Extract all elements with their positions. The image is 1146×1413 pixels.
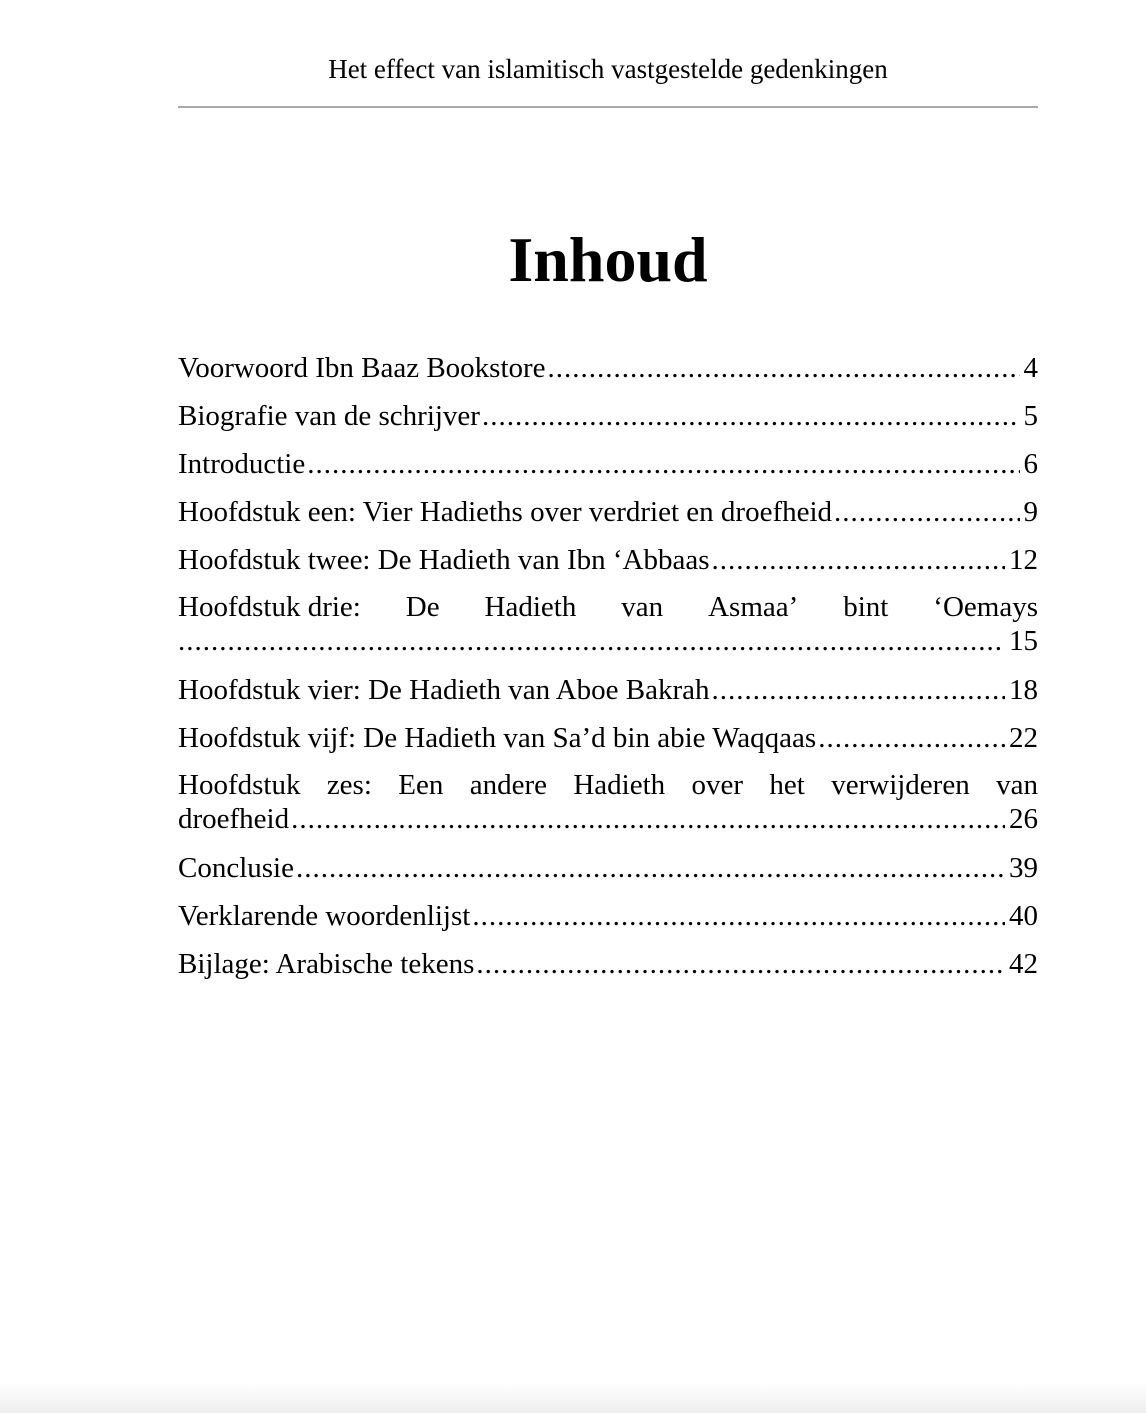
title-word: Asmaa’ bbox=[708, 591, 799, 623]
title-word: van bbox=[621, 591, 664, 623]
title-word: van bbox=[996, 769, 1038, 801]
dot-leader bbox=[291, 802, 1005, 836]
toc-entry-title: Hoofdstuk twee: De Hadieth van Ibn ‘Abbaas bbox=[178, 544, 710, 576]
dot-leader bbox=[712, 542, 1005, 578]
dot-leader bbox=[307, 446, 1019, 482]
toc-entry-title: Biografie van de schrijver bbox=[178, 400, 480, 432]
toc-entry-page: 15 bbox=[1009, 625, 1038, 657]
toc-entry[interactable] bbox=[178, 660, 1038, 708]
toc-entry[interactable] bbox=[178, 434, 1038, 482]
title-word: Hadieth bbox=[573, 769, 666, 801]
title-word: het bbox=[769, 769, 805, 801]
dot-leader bbox=[712, 672, 1005, 708]
dot-leader bbox=[482, 398, 1020, 434]
toc-entry-page: 4 bbox=[1023, 352, 1038, 384]
toc-entry-page: 26 bbox=[1009, 803, 1038, 835]
toc-entry-page: 18 bbox=[1009, 674, 1038, 706]
title-word: over bbox=[691, 769, 744, 801]
title-word: ‘Oemays bbox=[933, 591, 1038, 623]
toc-entry[interactable] bbox=[178, 482, 1038, 530]
running-header: Het effect van islamitisch vastgestelde gedenkingen bbox=[328, 54, 888, 84]
toc-entry[interactable] bbox=[178, 934, 1038, 982]
toc-entry-page: 6 bbox=[1023, 448, 1038, 480]
toc-entry-title: Hoofdstuk vier: De Hadieth van Aboe Bakrah bbox=[178, 674, 710, 706]
dot-leader bbox=[834, 494, 1019, 530]
table-of-contents bbox=[178, 338, 1038, 982]
toc-entry-title: Conclusie bbox=[178, 852, 294, 884]
dot-leader bbox=[472, 898, 1005, 934]
toc-entry[interactable] bbox=[178, 338, 1038, 386]
toc-entry-title: Verklarende woordenlijst bbox=[178, 900, 471, 932]
toc-entry-title bbox=[178, 768, 1038, 802]
title-word: De bbox=[405, 591, 440, 623]
dot-leader bbox=[476, 946, 1005, 982]
title-word: zes: bbox=[326, 769, 372, 801]
toc-entry[interactable] bbox=[178, 578, 1038, 660]
page-bottom-shadow bbox=[0, 1383, 1146, 1413]
toc-heading: Inhoud bbox=[508, 224, 708, 295]
title-word: Hadieth bbox=[484, 591, 577, 623]
toc-entry-title: Voorwoord Ibn Baaz Bookstore bbox=[178, 352, 546, 384]
title-word: bint bbox=[843, 591, 889, 623]
title-word: Hoofdstuk bbox=[178, 769, 301, 801]
toc-entry[interactable] bbox=[178, 886, 1038, 934]
toc-entry[interactable] bbox=[178, 838, 1038, 886]
toc-entry-title: Bijlage: Arabische tekens bbox=[178, 948, 475, 980]
header-rule bbox=[178, 106, 1038, 108]
toc-entry-page: 5 bbox=[1023, 400, 1038, 432]
toc-entry-page: 42 bbox=[1009, 948, 1038, 980]
dot-leader bbox=[296, 850, 1005, 886]
toc-entry-title: Hoofdstuk een: Vier Hadieths over verdriet en droefheid bbox=[178, 496, 833, 528]
toc-entry-title-cont: droefheid bbox=[178, 803, 290, 835]
toc-entry-title bbox=[178, 590, 1038, 624]
title-word: verwijderen bbox=[831, 769, 970, 801]
dot-leader bbox=[178, 624, 1005, 658]
toc-entry[interactable] bbox=[178, 756, 1038, 838]
toc-entry-page: 22 bbox=[1009, 722, 1038, 754]
toc-entry-title: Hoofdstuk vijf: De Hadieth van Sa’d bin abie Waqqaas bbox=[178, 722, 817, 754]
dot-leader bbox=[548, 350, 1020, 386]
toc-entry[interactable] bbox=[178, 708, 1038, 756]
toc-entry-page: 39 bbox=[1009, 852, 1038, 884]
toc-entry-page: 12 bbox=[1009, 544, 1038, 576]
toc-entry[interactable] bbox=[178, 530, 1038, 578]
toc-entry-page: 40 bbox=[1009, 900, 1038, 932]
toc-entry[interactable] bbox=[178, 386, 1038, 434]
title-word: andere bbox=[469, 769, 547, 801]
dot-leader bbox=[818, 720, 1005, 756]
toc-entry-page: 9 bbox=[1023, 496, 1038, 528]
title-word: Hoofdstuk drie: bbox=[178, 591, 361, 623]
toc-entry-title: Introductie bbox=[178, 448, 306, 480]
title-word: Een bbox=[398, 769, 444, 801]
